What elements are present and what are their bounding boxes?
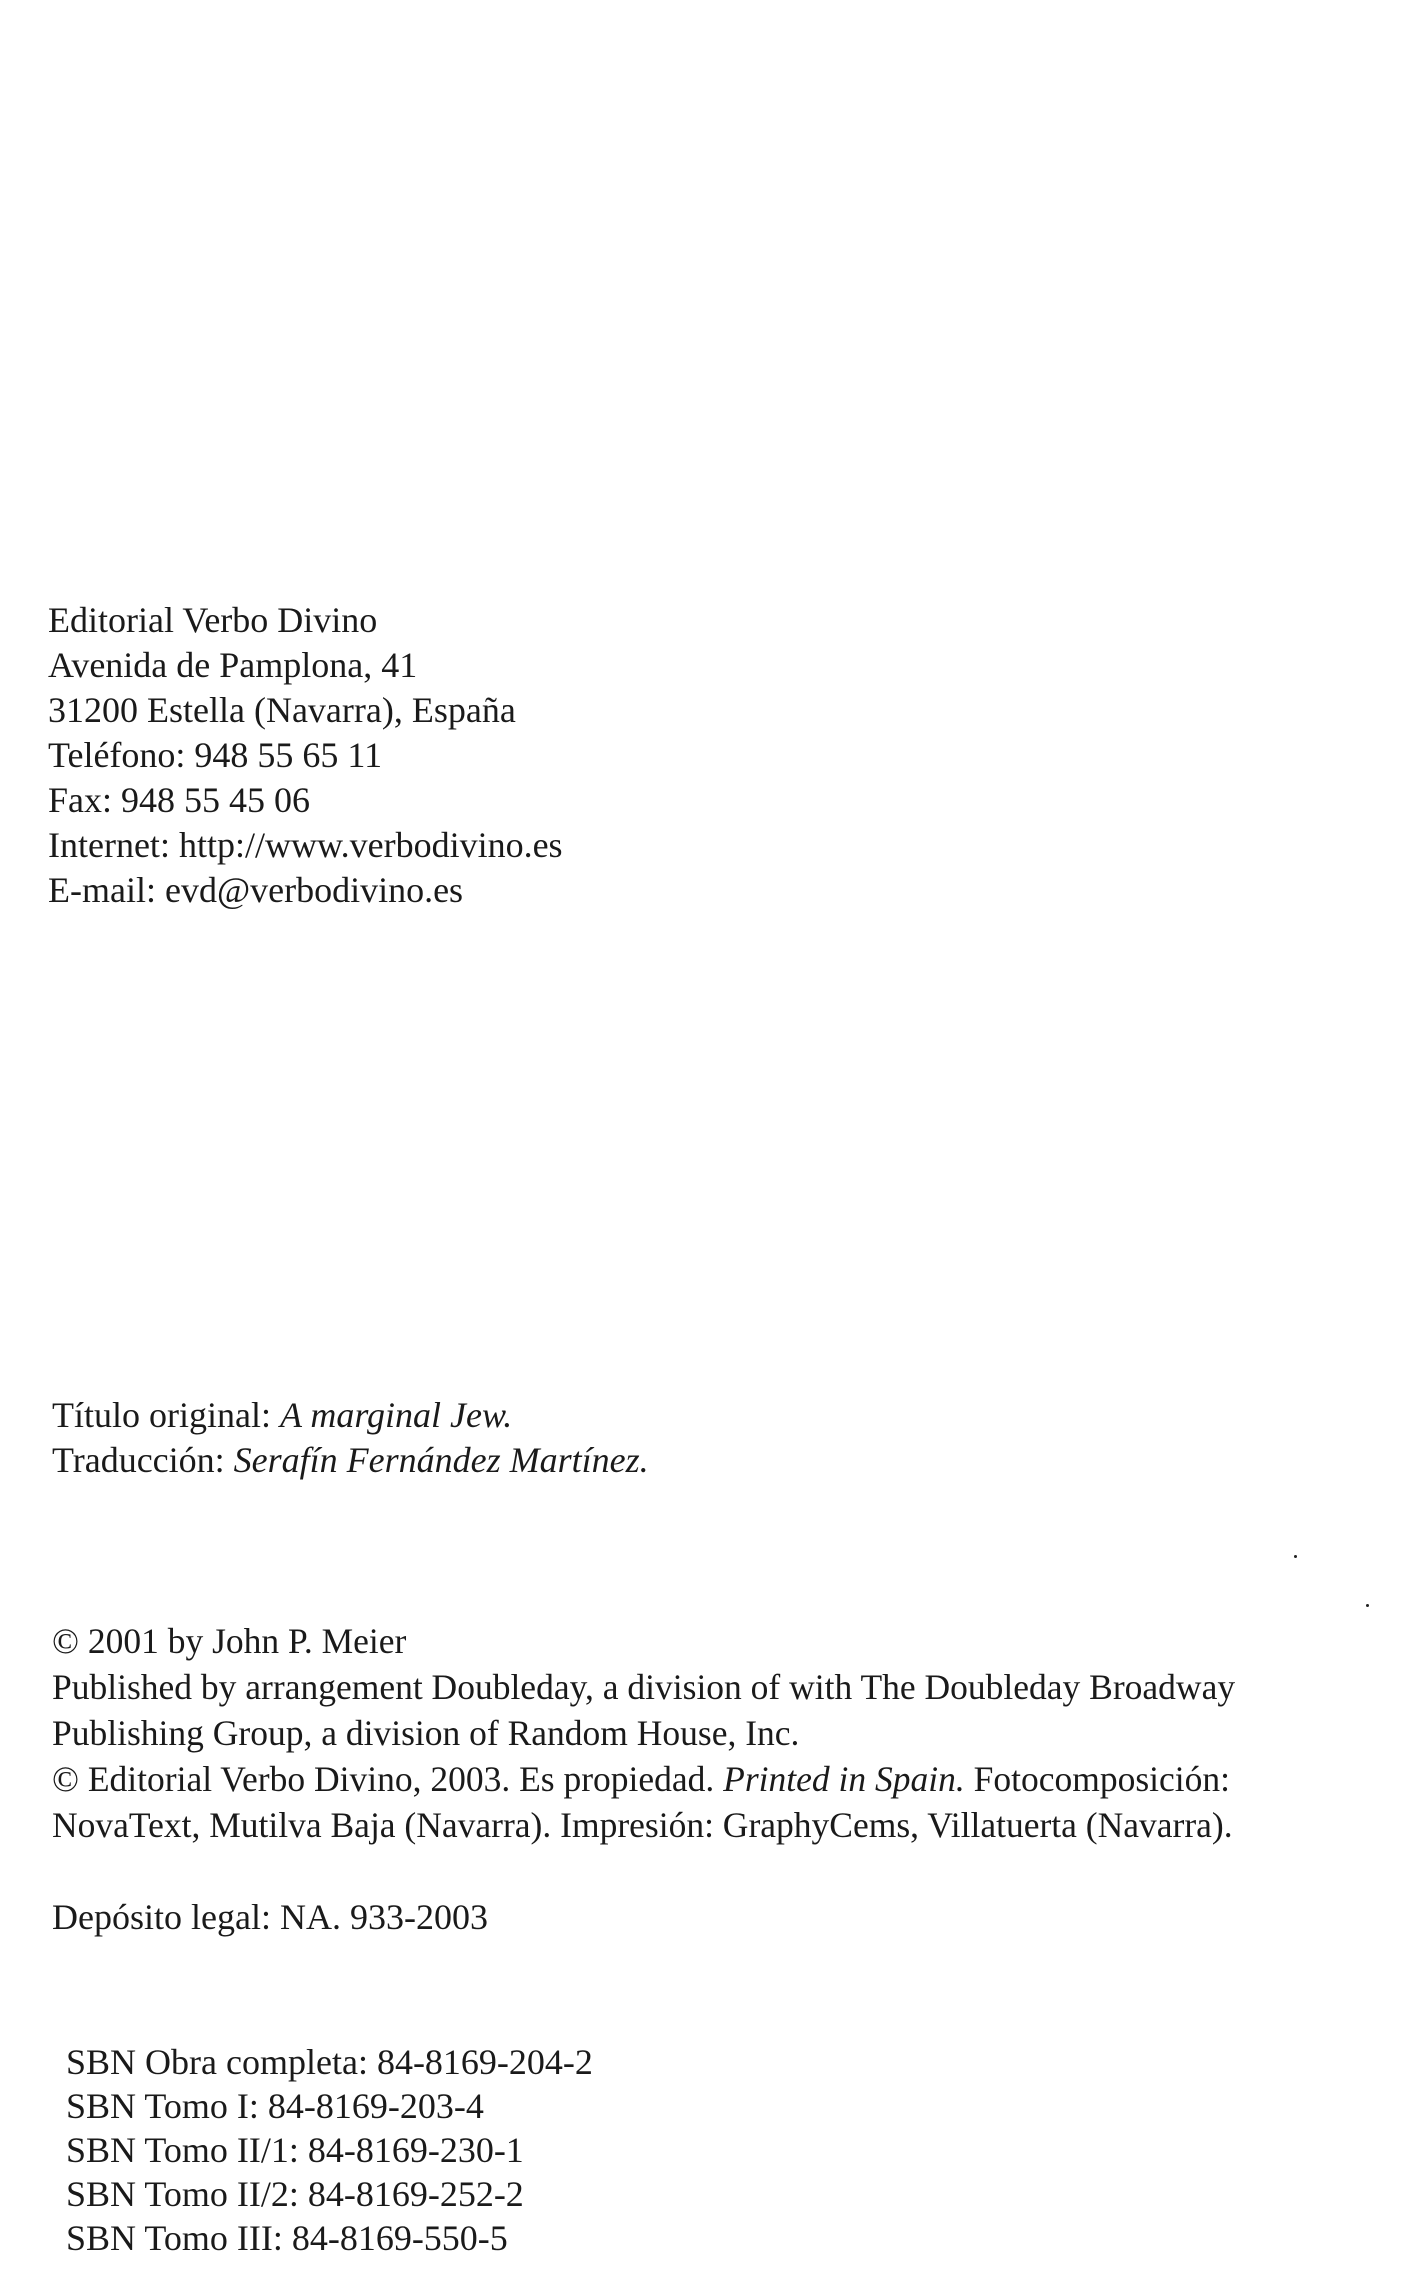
isbn-item: SBN Tomo II/2: 84-8169-252-2 <box>66 2174 524 2214</box>
printed-in-spain: Printed in Spain. <box>723 1759 965 1799</box>
publisher-address: Avenida de Pamplona, 41 <box>48 645 418 685</box>
publisher-fax: Fax: 948 55 45 06 <box>48 780 311 820</box>
copyright-line-4 <box>52 1756 1235 1802</box>
scan-speck <box>1294 1555 1297 1558</box>
translator-name: Serafín Fernández Martínez. <box>233 1440 649 1480</box>
publisher-internet: Internet: http://www.verbodivino.es <box>48 825 563 865</box>
translation-line <box>52 1438 649 1483</box>
isbn-item: SBN Tomo I: 84-8169-203-4 <box>66 2086 484 2126</box>
copyright-line-2: Published by arrangement Doubleday, a division of with The Doubleday Broadway <box>52 1667 1236 1707</box>
publisher-email: E-mail: evd@verbodivino.es <box>48 870 464 910</box>
translation-label: Traducción: <box>52 1440 234 1480</box>
legal-deposit: Depósito legal: NA. 933-2003 <box>52 1897 488 1937</box>
isbn-item: SBN Tomo III: 84-8169-550-5 <box>66 2218 508 2258</box>
publisher-info <box>48 598 563 913</box>
original-title: A marginal Jew. <box>279 1395 513 1435</box>
copyright-info <box>52 1618 1235 1848</box>
publisher-phone: Teléfono: 948 55 65 11 <box>48 735 383 775</box>
isbn-list <box>66 2040 593 2260</box>
isbn-item: SBN Tomo II/1: 84-8169-230-1 <box>66 2130 524 2170</box>
publisher-name: Editorial Verbo Divino <box>48 600 378 640</box>
isbn-item: SBN Obra completa: 84-8169-204-2 <box>66 2042 593 2082</box>
copyright-line-4-start: © Editorial Verbo Divino, 2003. Es propiedad. <box>52 1759 724 1799</box>
original-title-label: Título original: <box>52 1395 280 1435</box>
publisher-city: 31200 Estella (Navarra), España <box>48 690 516 730</box>
copyright-line-5: NovaText, Mutilva Baja (Navarra). Impresión: GraphyCems, Villatuerta (Navarra). <box>52 1805 1233 1845</box>
credits <box>52 1393 649 1483</box>
copyright-line-4-end: Fotocomposición: <box>964 1759 1230 1799</box>
copyright-line-1: © 2001 by John P. Meier <box>52 1621 407 1661</box>
scan-speck <box>1366 1604 1369 1607</box>
original-title-line <box>52 1393 649 1438</box>
copyright-line-3: Publishing Group, a division of Random House, Inc. <box>52 1713 800 1753</box>
